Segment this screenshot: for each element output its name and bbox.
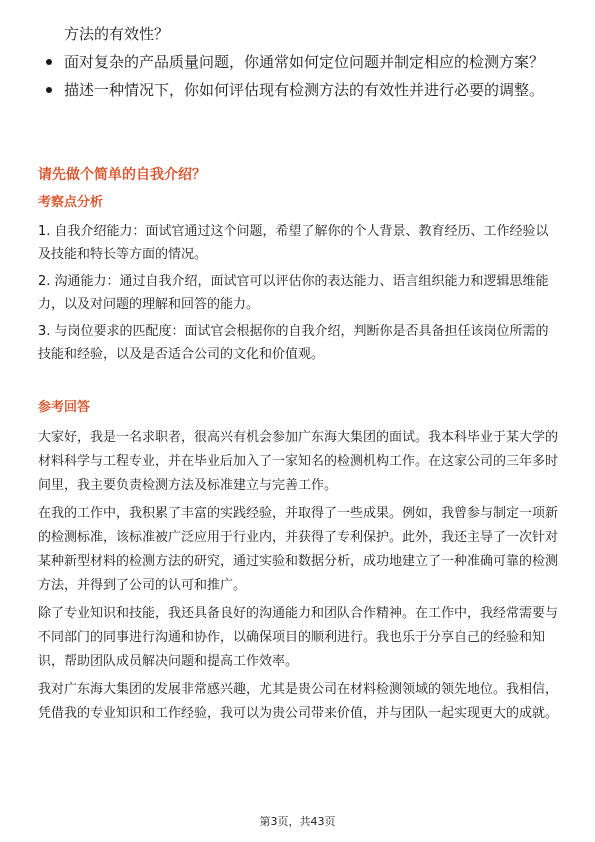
bullet-item — [42, 50, 562, 74]
answer-paragraph: 除了专业知识和技能，我还具备良好的沟通能力和团队合作精神。在工作中，我经常需要与不同部门的同事进行沟通和协作，以确保项目的顺利进行。我也乐于分享自己的经验和知识，帮助团队成员解决问题和提高工作效率。 — [38, 606, 559, 669]
analysis-point: 1. 自我介绍能力：面试官通过这个问题，希望了解你的个人背景、教育经历、工作经验以及技能和特长等方面的情况。 — [38, 224, 549, 262]
analysis-points — [38, 220, 558, 370]
analysis-heading: 考察点分析 — [38, 195, 104, 210]
analysis-point: 3. 与岗位要求的匹配度：面试官会根据你的自我介绍，判断你是否具备担任该岗位所需的技能和经验，以及是否适合公司的文化和价值观。 — [38, 324, 549, 362]
page-footer: 第3页，共43页 — [259, 815, 336, 828]
question-title: 请先做个简单的自我介绍？ — [38, 167, 206, 183]
answer-body — [38, 426, 558, 730]
bullet-item — [42, 78, 562, 102]
question-bullet-list — [42, 22, 562, 102]
answer-paragraph: 我对广东海大集团的发展非常感兴趣，尤其是贵公司在材料检测领域的领先地位。我相信，凭借我的专业知识和工作经验，我可以为贵公司带来价值，并与团队一起实现更大的成就。 — [38, 682, 559, 721]
answer-heading: 参考回答 — [38, 400, 91, 415]
bullet-continuation: 方法的有效性？ — [64, 25, 170, 43]
bullet-text: 面对复杂的产品质量问题，你通常如何定位问题并制定相应的检测方案？ — [64, 53, 545, 71]
answer-paragraph: 大家好，我是一名求职者，很高兴有机会参加广东海大集团的面试。我本科毕业于某大学的材料科学与工程专业，并在毕业后加入了一家知名的检测机构工作。在这家公司的三年多时间里，我主要负责检测方法及标准建立与完善工作。 — [38, 430, 559, 493]
bullet-dot-icon — [46, 59, 52, 65]
answer-paragraph: 在我的工作中，我积累了丰富的实践经验，并取得了一些成果。例如，我曾参与制定一项新的检测标准，该标准被广泛应用于行业内，并获得了专利保护。此外，我还主导了一次针对某种新型材料的检测方法的研究，通过实验和数据分析，成功地建立了一种准确可靠的检测方法，并得到了公司的认可和推广。 — [38, 506, 559, 593]
bullet-text: 描述一种情况下，你如何评估现有检测方法的有效性并进行必要的调整。 — [64, 81, 545, 99]
analysis-point: 2. 沟通能力：通过自我介绍，面试官可以评估你的表达能力、语言组织能力和逻辑思维能力，以及对问题的理解和回答的能力。 — [38, 274, 549, 312]
bullet-dot-icon — [46, 87, 52, 93]
